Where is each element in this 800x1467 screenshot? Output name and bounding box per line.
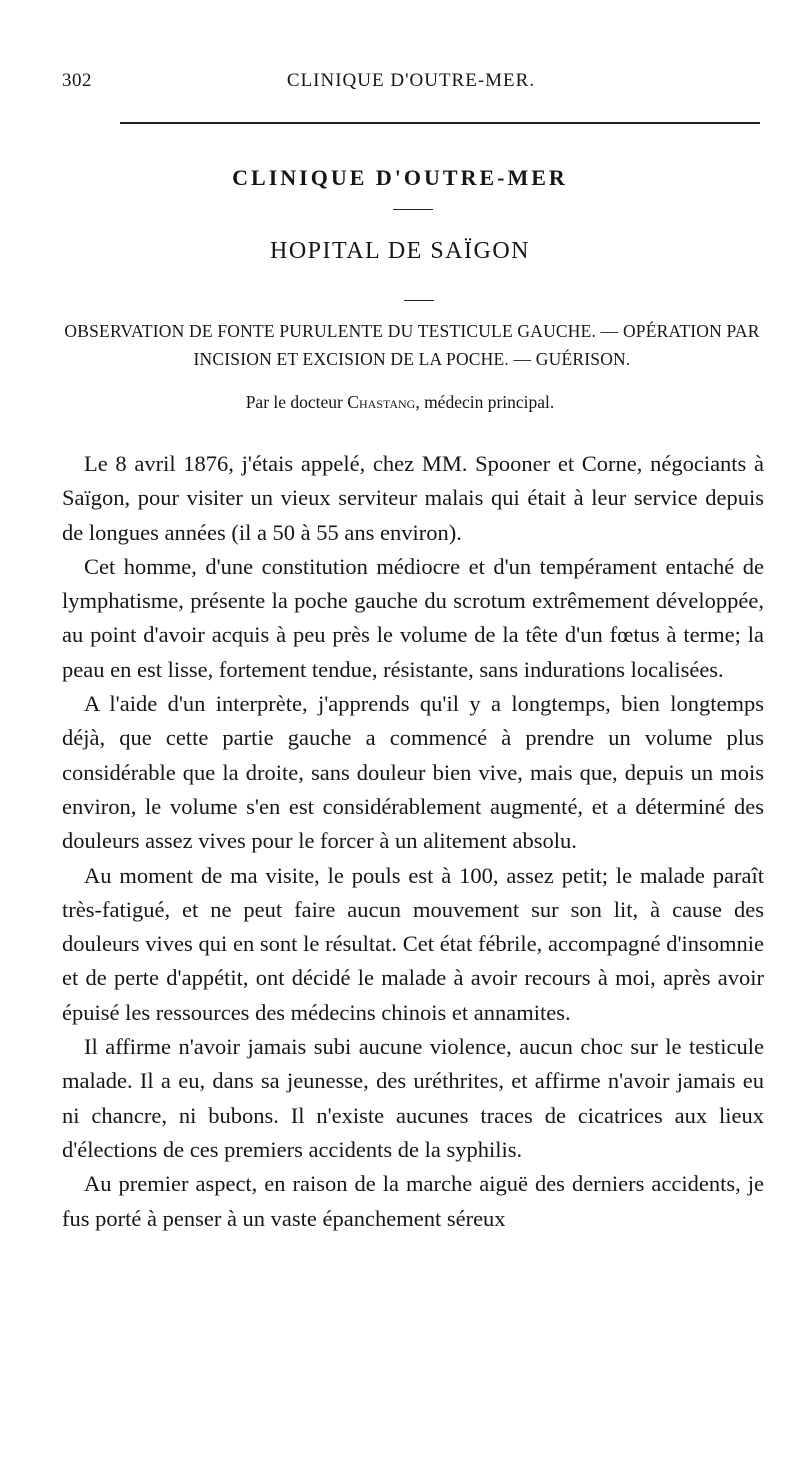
paragraph: A l'aide d'un interprète, j'apprends qu'il y a longtemps, bien longtemps déjà, que cette partie gauche a commencé à prendre un volume plus considérable que la droite, sans douleur bien vive, mais que, depuis un mois environ, le volume s'en est considérablement augmenté, et a déterminé des douleurs assez vives pour le forcer à un alitement absolu. bbox=[62, 691, 764, 854]
article-title: OBSERVATION DE FONTE PURULENTE DU TESTICULE GAUCHE. — OPÉRATION PAR INCISION ET EXCISION DE LA POCHE. — GUÉRISON. bbox=[64, 321, 760, 369]
running-head bbox=[62, 70, 760, 100]
byline-suffix: , médecin principal. bbox=[415, 392, 555, 412]
paragraph: Au moment de ma visite, le pouls est à 100, assez petit; le malade paraît très-fatigué, et ne peut faire aucun mouvement sur son lit, à cause des douleurs vives qui en sont le résultat. Cet état fébrile, accompagné d'insomnie et de perte d'appétit, ont décidé le malade à avoir recours à moi, après avoir épuisé les ressources des médecins chinois et annamites. bbox=[62, 862, 764, 1025]
body-text bbox=[62, 447, 764, 1236]
paragraph: Il affirme n'avoir jamais subi aucune violence, aucun choc sur le testicule malade. Il a eu, dans sa jeunesse, des uréthrites, et affirme n'avoir jamais eu ni chancre, ni bubons. Il n'existe aucunes traces de cicatrices aux lieux d'élections de ces premiers accidents de la syphilis. bbox=[62, 1034, 764, 1162]
running-title: CLINIQUE D'OUTRE-MER. bbox=[286, 70, 536, 91]
page-number: 302 bbox=[62, 70, 92, 91]
paragraph: Au premier aspect, en raison de la marche aiguë des derniers accidents, je fus porté à penser à un vaste épanchement séreux bbox=[62, 1171, 764, 1231]
paragraph: Le 8 avril 1876, j'étais appelé, chez MM. Spooner et Corne, négociants à Saïgon, pour visiter un vieux serviteur malais qui était à leur service depuis de longues années (il a 50 à 55 ans environ). bbox=[62, 451, 764, 545]
paragraph: Cet homme, d'une constitution médiocre et d'un tempérament entaché de lymphatisme, présente la poche gauche du scrotum extrêmement développée, au point d'avoir acquis à peu près le volume de la tête d'un fœtus à terme; la peau en est lisse, fortement tendue, résistante, sans indurations localisées. bbox=[62, 553, 764, 682]
section-title: CLINIQUE D'OUTRE-MER bbox=[232, 165, 568, 190]
byline bbox=[0, 392, 800, 413]
subsection-divider bbox=[404, 300, 434, 301]
section-divider bbox=[393, 209, 433, 210]
subsection-title: HOPITAL DE SAÏGON bbox=[269, 238, 530, 264]
byline-prefix: Par le docteur bbox=[245, 392, 348, 412]
byline-author: Chastang bbox=[347, 392, 416, 412]
header-rule bbox=[120, 122, 760, 124]
